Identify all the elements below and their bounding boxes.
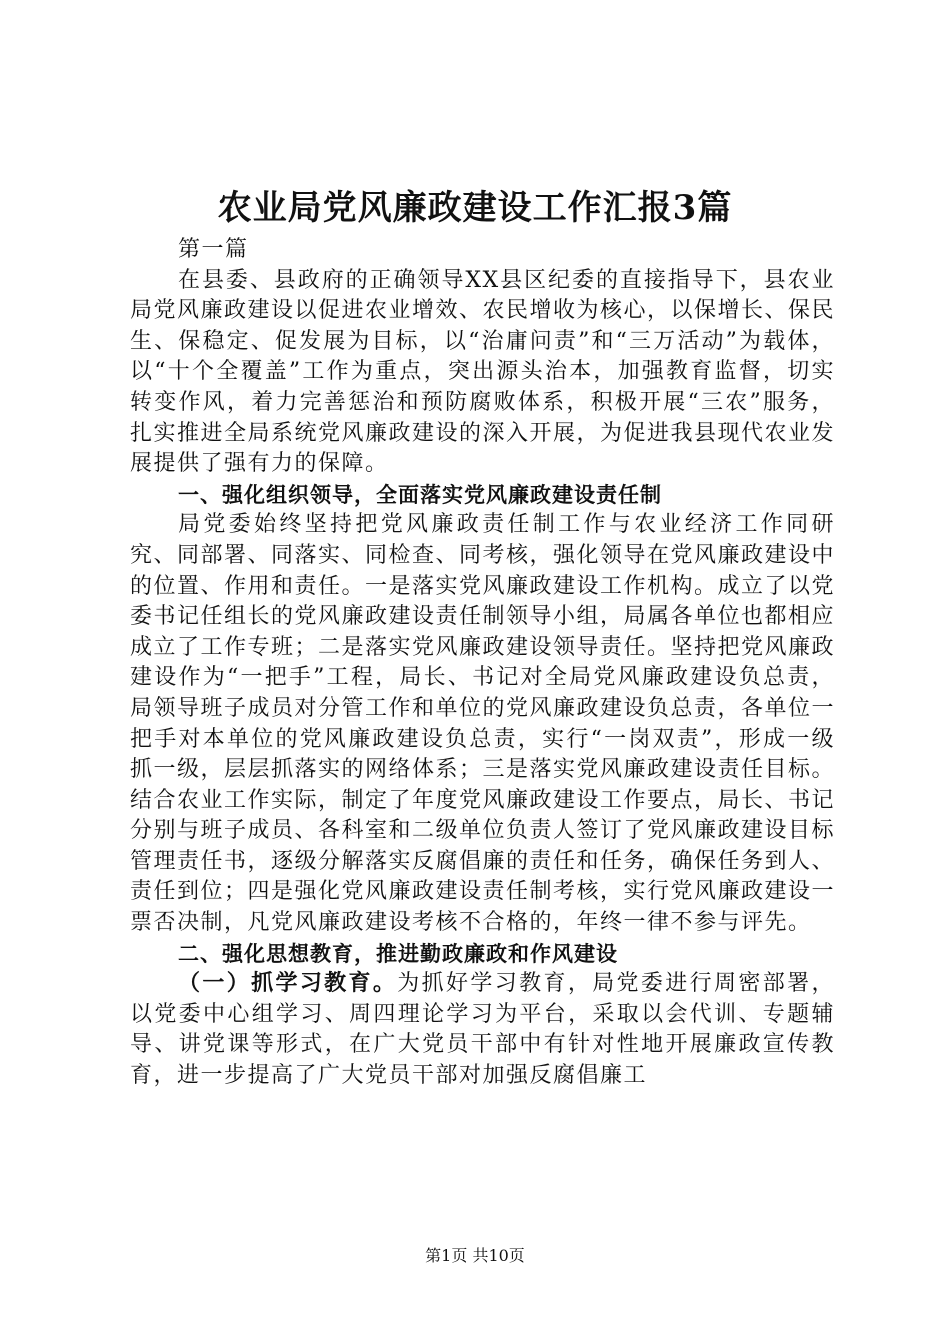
paragraph-1: 局党委始终坚持把党风廉政责任制工作与农业经济工作同研究、同部署、同落实、同检查、同考核，强化领导在党风廉政建设中的位置、作用和责任。一是落实党风廉政建设工作机构。成立了以党委书记任组长的党风廉政建设责任制领导小组，局属各单位也都相应成立了工作专班；二是落实党风廉政建设领导责任。坚持把党风廉政建设作为“一把手”工程，局长、书记对全局党风廉政建设负总责，局领导班子成员对分管工作和单位的党风廉政建设负总责，各单位一把手对本单位的党风廉政建设负总责，实行“一岗双责”，形成一级抓一级，层层抓落实的网络体系；三是落实党风廉政建设责任目标。结合农业工作实际，制定了年度党风廉政建设工作要点，局长、书记分别与班子成员、各科室和二级单位负责人签订了党风廉政建设目标管理责任书，逐级分解落实反腐倡廉的责任和任务，确保任务到人、责任到位；四是强化党风廉政建设责任制考核，实行党风廉政建设一票否决制，凡党风廉政建设考核不合格的，年终一律不参与评先。 <box>130 512 836 936</box>
paragraph-2-lead: （一）抓学习教育。 <box>178 971 398 997</box>
document-title: 农业局党风廉政建设工作汇报3篇 <box>217 188 733 228</box>
page-footer: 第1页 共10页 <box>425 1246 525 1265</box>
document-body <box>130 235 835 1092</box>
section-heading-2: 二、强化思想教育，推进勤政廉政和作风建设 <box>178 941 618 966</box>
section-label: 第一篇 <box>178 237 249 262</box>
intro-paragraph: 在县委、县政府的正确领导XX县区纪委的直接指导下，县农业局党风廉政建设以促进农业增效、农民增收为核心，以保增长、保民生、保稳定、促发展为目标，以“治庸问责”和“三万活动”为载体，以“十个全覆盖”工作为重点，突出源头治本，加强教育监督，切实转变作风，着力完善惩治和预防腐败体系，积极开展“三农”服务，扎实推进全局系统党风廉政建设的深入开展，为促进我县现代农业发展提供了强有力的保障。 <box>130 267 836 477</box>
paragraph-2 <box>130 969 835 1091</box>
paragraph-2-text: 为抓好学习教育，局党委进行周密部署，以党委中心组学习、周四理论学习为平台，采取以会代训、专题辅导、讲党课等形式，在广大党员干部中有针对性地开展廉政宣传教育，进一步提高了广大党员干部对加强反腐倡廉工 <box>130 971 835 1089</box>
section-heading-1: 一、强化组织领导，全面落实党风廉政建设责任制 <box>178 482 662 507</box>
